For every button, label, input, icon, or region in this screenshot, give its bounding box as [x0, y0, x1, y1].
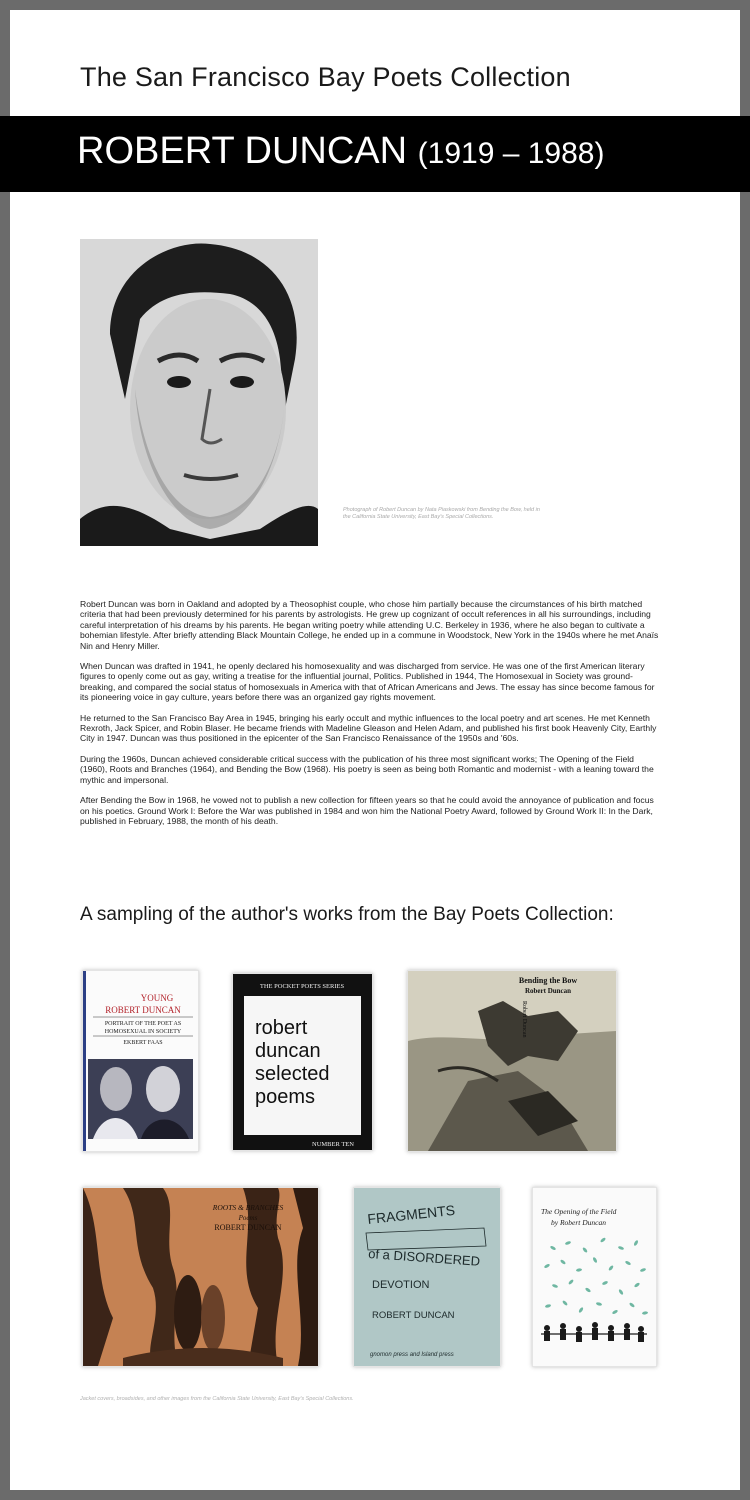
cover-5-line-3: DEVOTION	[372, 1279, 430, 1291]
cover-1-author: EKBERT FAAS	[123, 1040, 163, 1046]
cover-1-title: ROBERT DUNCAN	[105, 1005, 181, 1015]
cover-5-line-1: FRAGMENTS	[366, 1201, 456, 1227]
cover-opening-of-the-field	[532, 1187, 657, 1367]
name-banner	[0, 116, 750, 192]
photo-caption: Photograph of Robert Duncan by Nata Piaskowski from Bending the Bow, held in the California State University, East Bay's Special Collections.	[343, 507, 540, 520]
cover-1-subtitle-1: PORTRAIT OF THE POET AS	[104, 1021, 182, 1027]
cover-3-author: Robert Duncan	[524, 987, 572, 995]
cover-2-title-1: robert	[255, 1017, 308, 1039]
cover-4-subtitle: Poems	[238, 1214, 258, 1222]
cover-fragments-devotion	[353, 1187, 501, 1367]
cover-4-author: ROBERT DUNCAN	[214, 1223, 282, 1232]
cover-6-author: by Robert Duncan	[551, 1218, 606, 1227]
cover-3-spine: Robert Duncan	[521, 1001, 527, 1038]
cover-2-title-3: selected	[255, 1063, 330, 1085]
footer-credit: Jacket covers, broadsides, and other images from the California State University, East Bay's Special Collections.	[80, 1396, 354, 1402]
cover-5-author: ROBERT DUNCAN	[372, 1310, 455, 1321]
biography	[80, 599, 660, 836]
cover-1-top-line: YOUNG	[140, 993, 174, 1003]
portrait-illustration	[80, 239, 318, 546]
cover-selected-poems	[232, 973, 373, 1151]
bio-paragraph: When Duncan was drafted in 1941, he openly declared his homosexuality and was discharged from service. He was one of the first American literary figures to openly come out as gay, writing a treatise for the influential journal, Politics. Published in 1944, The Homosexual in Society was ground-breaking, and compared the social status of homosexuals in America with that of African Americans and Jews. The essay has since become famous for its pioneering voice in gay culture, years before there was an organized gay rights movement.	[80, 661, 655, 703]
cover-5-publisher: gnomon press and Island press	[370, 1352, 454, 1358]
poet-name-heading	[77, 130, 604, 173]
cover-5-line-2: of a DISORDERED	[367, 1246, 481, 1269]
collection-title: The San Francisco Bay Poets Collection	[80, 62, 571, 92]
bio-paragraph: After Bending the Bow in 1968, he vowed not to publish a new collection for fifteen years so that he could avoid the annoyance of publication and focus on his poetics. Ground Work I: Before the War was published in 1984 and won him the National Poetry Award, followed by Ground Work II: In the Dark, published in February, 1988, the month of his death.	[80, 795, 654, 826]
portrait-photo	[80, 239, 318, 546]
cover-2-title-4: poems	[255, 1086, 316, 1108]
cover-young-robert-duncan	[82, 970, 199, 1152]
works-heading: A sampling of the author's works from the Bay Poets Collection:	[80, 904, 614, 925]
cover-6-title: The Opening of the Field	[541, 1207, 617, 1216]
bio-paragraph: During the 1960s, Duncan achieved considerable critical success with the publication of his three most significant works; The Opening of the Field (1960), Roots and Branches (1964), and Bending the Bow (1968). His poetry is seen as being both Romantic and modernist - with a leaning toward the mythic and impersonal.	[80, 753, 654, 785]
cover-2-number: NUMBER TEN	[312, 1141, 354, 1148]
bio-paragraph: Robert Duncan was born in Oakland and adopted by a Theosophist couple, who chose him partially because the circumstances of his birth matched criteria that had been previously determined for his parents by astrologists. He grew up cognizant of occult references in all his surroundings, including careful interpretation of his dreams by his parents. He began writing poetry while attending U.C. Berkeley in 1936, where he also began to cultivate a bohemian lifestyle. After briefly attending Black Mountain College, he ended up in a commune in Woodstock, New York in the 1940s where he met Anaïs Nin and Henry Miller.	[80, 599, 659, 651]
poet-dates: (1919 – 1988)	[417, 137, 605, 170]
cover-2-series: THE POCKET POETS SERIES	[259, 983, 345, 990]
poet-name: ROBERT DUNCAN	[77, 130, 408, 172]
cover-roots-and-branches	[82, 1187, 319, 1367]
bio-paragraph: He returned to the San Francisco Bay Area in 1945, bringing his early occult and mythic influences to the local poetry and art scenes. He met Kenneth Rexroth, Jack Spicer, and Robin Blaser. He became friends with Madeline Gleason and Helen Adam, and published his first book Heavenly City, Earthly City in 1947. Duncan was thus positioned in the epicenter of the San Francisco Renaissance of the 1950s and '60s.	[80, 712, 657, 744]
cover-3-title: Bending the Bow	[518, 976, 578, 985]
cover-2-title-2: duncan	[255, 1040, 321, 1062]
cover-1-subtitle-2: HOMOSEXUAL IN SOCIETY	[104, 1029, 182, 1035]
cover-bending-the-bow	[407, 970, 617, 1152]
cover-4-title: ROOTS & BRANCHES	[212, 1203, 284, 1212]
poster	[10, 10, 740, 1490]
